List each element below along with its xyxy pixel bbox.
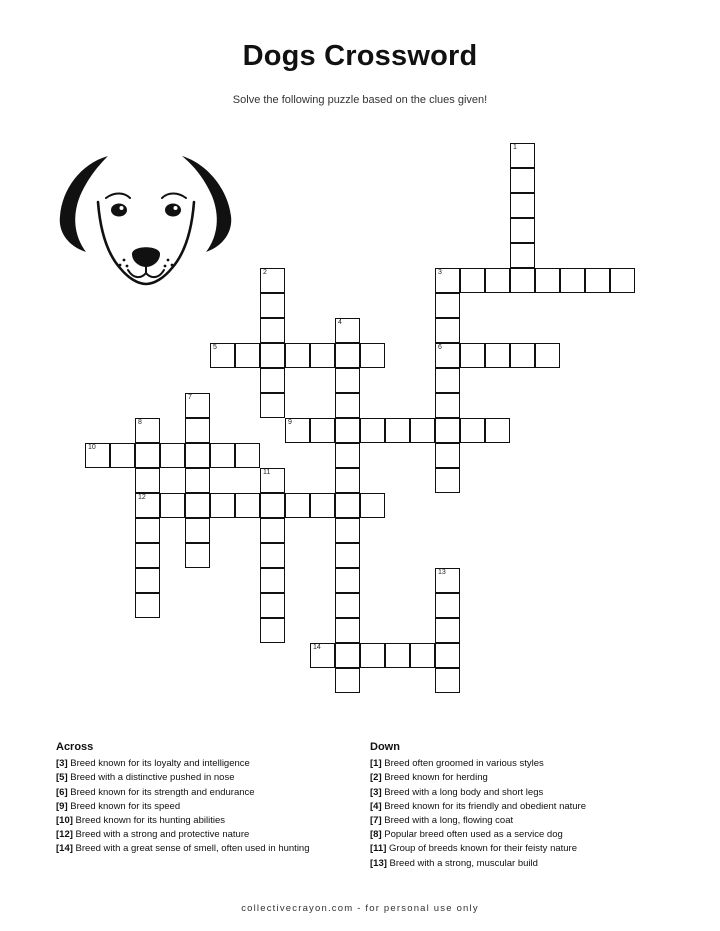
crossword-cell[interactable] (335, 668, 360, 693)
page-subtitle: Solve the following puzzle based on the clues given! (232, 94, 488, 106)
crossword-cell[interactable] (435, 618, 460, 643)
crossword-cell[interactable] (485, 268, 510, 293)
clue-item (370, 800, 670, 814)
clue-number-label: 9 (288, 419, 292, 426)
crossword-cell[interactable] (485, 343, 510, 368)
crossword-cell[interactable] (535, 268, 560, 293)
crossword-cell[interactable] (510, 193, 535, 218)
clue-text: Breed known for herding (384, 772, 488, 784)
clue-number-label: 12 (138, 494, 146, 501)
crossword-cell[interactable] (310, 418, 335, 443)
clue-number-label: 11 (263, 469, 271, 476)
crossword-cell[interactable] (285, 493, 310, 518)
clue-number: [7] (370, 815, 382, 827)
crossword-cell[interactable] (385, 643, 410, 668)
crossword-cell[interactable] (510, 268, 535, 293)
crossword-cell[interactable] (210, 343, 235, 368)
clue-text: Breed known for its hunting abilities (75, 815, 225, 827)
clue-number-label: 1 (513, 144, 517, 151)
clue-item (56, 757, 326, 771)
clue-item (370, 757, 670, 771)
crossword-cell[interactable] (510, 168, 535, 193)
crossword-cell[interactable] (410, 418, 435, 443)
crossword-cell[interactable] (560, 268, 585, 293)
clue-number-label: 7 (188, 394, 192, 401)
clue-item (370, 842, 670, 856)
crossword-cell[interactable] (335, 543, 360, 568)
crossword-cell[interactable] (510, 218, 535, 243)
clue-text: Breed with a long body and short legs (384, 786, 544, 798)
clue-number-label: 4 (338, 319, 342, 326)
clue-number: [11] (370, 843, 387, 855)
crossword-cell[interactable] (260, 393, 285, 418)
crossword-cell[interactable] (310, 643, 335, 668)
clue-text: Breed known for its loyalty and intelligence (70, 758, 250, 770)
crossword-cell[interactable] (360, 343, 385, 368)
across-clues (56, 740, 326, 857)
crossword-cell[interactable] (360, 493, 385, 518)
across-heading: Across (56, 741, 94, 753)
crossword-cell[interactable] (385, 418, 410, 443)
crossword-cell[interactable] (185, 493, 210, 518)
crossword-cell[interactable] (110, 443, 135, 468)
crossword-cell[interactable] (185, 468, 210, 493)
crossword-cell[interactable] (260, 518, 285, 543)
crossword-cell[interactable] (260, 618, 285, 643)
clue-number-label: 5 (213, 344, 217, 351)
crossword-cell[interactable] (435, 668, 460, 693)
clue-text: Breed with a distinctive pushed in nose (70, 772, 235, 784)
crossword-cell[interactable] (335, 468, 360, 493)
clue-item (370, 771, 670, 785)
clue-number-label: 13 (438, 569, 446, 576)
crossword-cell[interactable] (310, 343, 335, 368)
dog-face-icon (58, 150, 234, 295)
crossword-cell[interactable] (260, 493, 285, 518)
clue-text: Group of breeds known for their feisty nature (389, 843, 578, 855)
crossword-cell[interactable] (435, 318, 460, 343)
clue-text: Breed with a strong and protective nature (75, 829, 250, 841)
clue-number: [2] (370, 772, 382, 784)
crossword-cell[interactable] (335, 343, 360, 368)
crossword-cell[interactable] (410, 643, 435, 668)
crossword-cell[interactable] (160, 443, 185, 468)
crossword-cell[interactable] (135, 443, 160, 468)
clue-text: Breed with a long, flowing coat (384, 815, 514, 827)
clue-number: [6] (56, 786, 68, 798)
clue-number: [10] (56, 815, 73, 827)
crossword-cell[interactable] (260, 543, 285, 568)
crossword-cell[interactable] (235, 493, 260, 518)
crossword-cell[interactable] (285, 343, 310, 368)
crossword-cell[interactable] (460, 418, 485, 443)
crossword-cell[interactable] (185, 393, 210, 418)
crossword-cell[interactable] (535, 343, 560, 368)
crossword-cell[interactable] (85, 443, 110, 468)
crossword-cell[interactable] (360, 418, 385, 443)
crossword-cell[interactable] (210, 443, 235, 468)
crossword-cell[interactable] (310, 493, 335, 518)
crossword-cell[interactable] (435, 593, 460, 618)
clue-item (370, 857, 670, 871)
crossword-cell[interactable] (585, 268, 610, 293)
crossword-cell[interactable] (335, 643, 360, 668)
crossword-cell[interactable] (435, 468, 460, 493)
crossword-cell[interactable] (135, 493, 160, 518)
crossword-cell[interactable] (135, 593, 160, 618)
crossword-cell[interactable] (210, 493, 235, 518)
crossword-cell[interactable] (260, 268, 285, 293)
crossword-cell[interactable] (460, 268, 485, 293)
clue-text: Breed known for its speed (70, 800, 181, 812)
clue-number: [3] (370, 786, 382, 798)
clue-number: [5] (56, 772, 68, 784)
crossword-cell[interactable] (260, 568, 285, 593)
crossword-cell[interactable] (135, 418, 160, 443)
crossword-cell[interactable] (485, 418, 510, 443)
clue-number: [3] (56, 758, 68, 770)
crossword-cell[interactable] (335, 593, 360, 618)
crossword-cell[interactable] (235, 343, 260, 368)
crossword-cell[interactable] (435, 393, 460, 418)
crossword-cell[interactable] (435, 268, 460, 293)
crossword-cell[interactable] (135, 468, 160, 493)
crossword-cell[interactable] (260, 368, 285, 393)
crossword-cell[interactable] (260, 468, 285, 493)
crossword-cell[interactable] (435, 568, 460, 593)
clue-number-label: 2 (263, 269, 267, 276)
clue-text: Popular breed often used as a service dog (384, 829, 563, 841)
crossword-cell[interactable] (435, 368, 460, 393)
crossword-cell[interactable] (260, 593, 285, 618)
crossword-cell[interactable] (510, 243, 535, 268)
clue-item (370, 814, 670, 828)
crossword-cell[interactable] (610, 268, 635, 293)
clue-number-label: 10 (88, 444, 96, 451)
clue-item (56, 800, 326, 814)
crossword-cell[interactable] (185, 518, 210, 543)
clue-text: Breed often groomed in various styles (384, 758, 544, 770)
clue-item (56, 828, 326, 842)
clue-number-label: 8 (138, 419, 142, 426)
clue-number: [8] (370, 829, 382, 841)
clue-number-label: 14 (313, 644, 321, 651)
crossword-cell[interactable] (435, 343, 460, 368)
clue-item (56, 814, 326, 828)
clue-number: [14] (56, 843, 73, 855)
crossword-cell[interactable] (335, 493, 360, 518)
crossword-cell[interactable] (185, 418, 210, 443)
crossword-cell[interactable] (435, 418, 460, 443)
crossword-cell[interactable] (185, 543, 210, 568)
crossword-cell[interactable] (335, 418, 360, 443)
clue-number: [4] (370, 800, 382, 812)
crossword-cell[interactable] (260, 293, 285, 318)
clue-number: [12] (56, 829, 73, 841)
clue-number-label: 3 (438, 269, 442, 276)
crossword-cell[interactable] (460, 343, 485, 368)
crossword-cell[interactable] (260, 343, 285, 368)
crossword-cell[interactable] (335, 393, 360, 418)
footer-credit: collectivecrayon.com - for personal use only (241, 903, 479, 914)
clue-text: Breed known for its strength and endurance (70, 786, 255, 798)
crossword-cell[interactable] (435, 293, 460, 318)
crossword-cell[interactable] (335, 318, 360, 343)
clue-item (56, 771, 326, 785)
crossword-cell[interactable] (335, 568, 360, 593)
crossword-cell[interactable] (435, 643, 460, 668)
clue-item (56, 786, 326, 800)
crossword-cell[interactable] (360, 643, 385, 668)
crossword-cell[interactable] (235, 443, 260, 468)
clue-item (56, 842, 326, 856)
clue-number: [13] (370, 857, 387, 869)
crossword-cell[interactable] (135, 518, 160, 543)
crossword-cell[interactable] (335, 618, 360, 643)
crossword-cell[interactable] (260, 318, 285, 343)
crossword-cell[interactable] (335, 518, 360, 543)
down-clues (370, 740, 670, 871)
crossword-cell[interactable] (510, 343, 535, 368)
crossword-cell[interactable] (135, 543, 160, 568)
crossword-cell[interactable] (185, 443, 210, 468)
clue-item (370, 786, 670, 800)
page-title: Dogs Crossword (242, 40, 478, 72)
crossword-cell[interactable] (435, 443, 460, 468)
clue-number: [9] (56, 800, 68, 812)
clue-item (370, 828, 670, 842)
clue-text: Breed with a strong, muscular build (389, 857, 538, 869)
crossword-cell[interactable] (335, 443, 360, 468)
clue-text: Breed with a great sense of smell, often used in hunting (75, 843, 310, 855)
crossword-cell[interactable] (285, 418, 310, 443)
down-heading: Down (370, 741, 400, 753)
crossword-cell[interactable] (135, 568, 160, 593)
crossword-cell[interactable] (160, 493, 185, 518)
clue-number-label: 6 (438, 344, 442, 351)
clue-text: Breed known for its friendly and obedient nature (384, 800, 587, 812)
crossword-cell[interactable] (510, 143, 535, 168)
clue-number: [1] (370, 758, 382, 770)
crossword-cell[interactable] (335, 368, 360, 393)
